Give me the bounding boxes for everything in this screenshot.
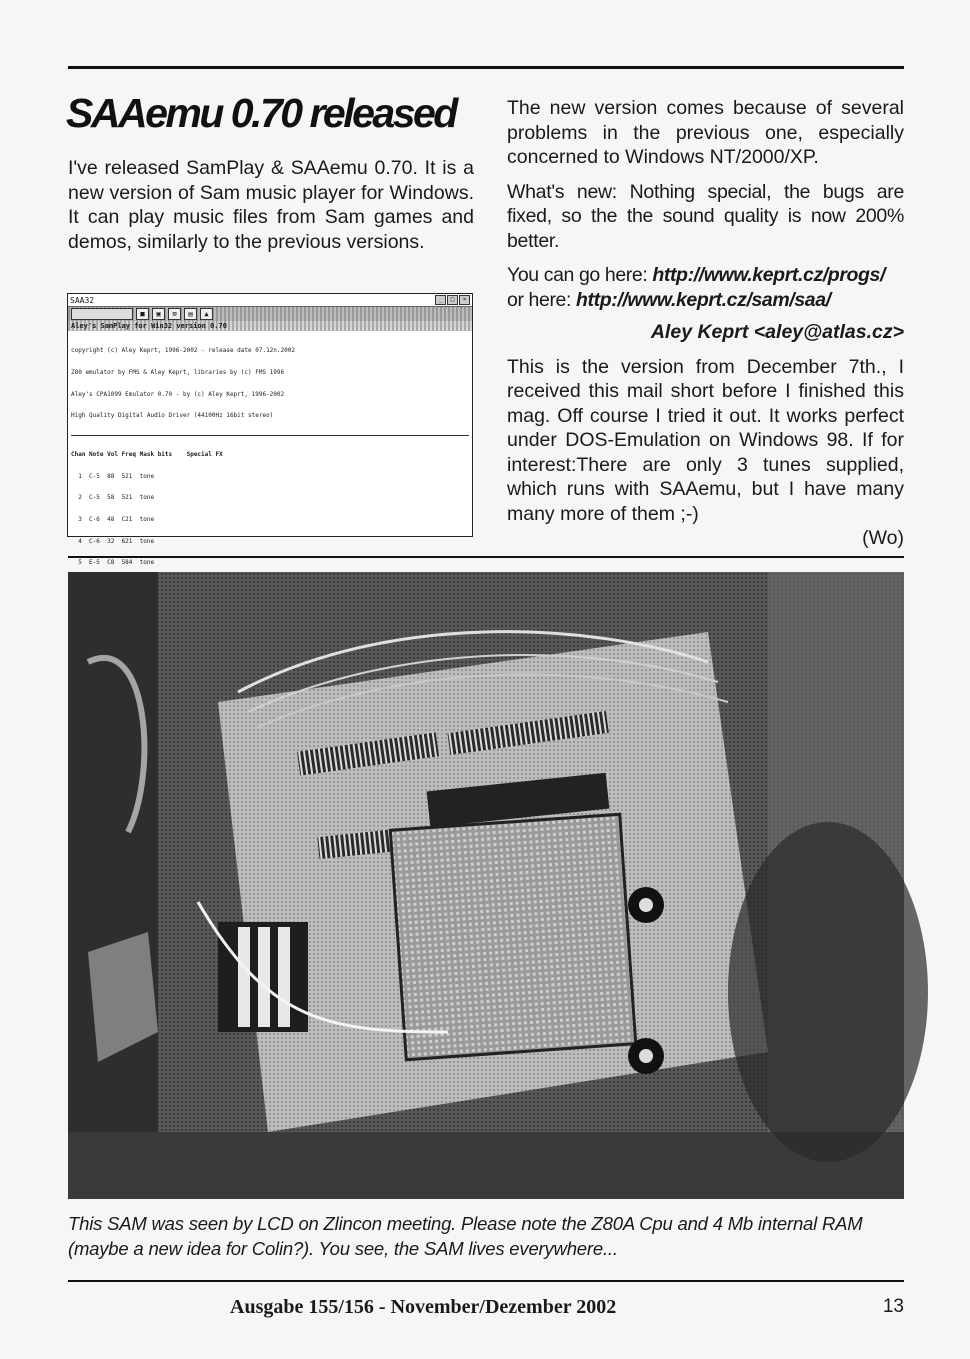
saa-link[interactable]: http://www.keprt.cz/sam/saa/ [576, 288, 831, 311]
signoff-line [507, 526, 904, 551]
toolbar-menu [71, 308, 133, 320]
window-toolbar [68, 307, 472, 321]
channel-row: 3 C-6 48 C21 tone [71, 516, 155, 524]
issue-label: Ausgabe 155/156 - November/Dezember 2002 [230, 1296, 617, 1318]
player-header: Aley's SamPlay for Win32 version 0.70 [68, 321, 472, 331]
close-icon: × [459, 295, 470, 305]
photo-caption: This SAM was seen by LCD on Zlincon meeting. Please note the Z80A Cpu and 4 Mb internal RAM (maybe a new idea for Colin?). You see, the SAM lives everywhere... [68, 1213, 863, 1259]
toolbar-button-icon: ⊠ [168, 308, 181, 320]
info-line: Z80 emulator by FMS & Aley Keprt, libraries by (c) FMS 1996 [71, 369, 285, 377]
article-title: SAAemu 0.70 released [66, 90, 456, 136]
channel-row: 4 C-6 32 621 tone [71, 537, 155, 545]
divider [71, 435, 469, 436]
author-byline: Aley Keprt <aley@atlas.cz> [650, 321, 904, 343]
intro-paragraph: I've released SamPlay & SAAemu 0.70. It is a new version of Sam music player for Windows. It can play music files from Sam games and demos, similarly to the previous versions. [68, 157, 474, 253]
progs-link[interactable]: http://www.keprt.cz/progs/ [652, 264, 885, 286]
toolbar-button-icon: ▣ [152, 308, 165, 320]
page-number: 13 [882, 1296, 904, 1317]
channel-row: 1 C-5 88 521 tone [71, 472, 155, 480]
signoff: (Wo) [862, 527, 904, 549]
right-paragraph-1: The new version comes because of several problems in the previous one, especially concerned to Windows NT/2000/XP. [507, 97, 904, 168]
sam-hardware-photo [68, 572, 904, 1199]
toolbar-button-icon: ▲ [200, 308, 213, 320]
info-line: High Quality Digital Audio Driver (44100Hz 16bit stereo) [71, 412, 274, 420]
channel-header: Chan Note Vol Freq Mask bits Special FX [71, 451, 223, 459]
bottom-rule [68, 1280, 904, 1282]
window-titlebar [68, 294, 472, 307]
saa32-window-screenshot [67, 293, 473, 567]
right-paragraph-4: This is the version from December 7th., I received this mail short before I finished this mag. Off course I tried it out. It works perfect under DOS-Emulation on Windows 98. If for interest:There are only 3 tunes supplied, which runs with SAAemu, but I have many many more of them ;-) [507, 355, 904, 525]
links-middle: or here: [507, 288, 577, 311]
middle-rule [68, 556, 904, 558]
toolbar-button-icon: ▤ [184, 308, 197, 320]
page-footer [68, 1296, 904, 1326]
window-controls [435, 295, 470, 305]
minimize-icon: _ [435, 295, 446, 305]
window-title: SAA32 [70, 295, 95, 305]
left-column [68, 156, 474, 254]
links-prefix: You can go here: [507, 264, 653, 286]
right-paragraph-2: What's new: Nothing special, the bugs are fixed, so the the sound quality is now 200% better. [507, 180, 904, 252]
channel-row: 5 E-5 C8 584 tone [71, 559, 155, 567]
info-line: copyright (c) Aley Keprt, 1996-2002 - release date 07.12n.2002 [71, 347, 295, 355]
top-rule [68, 66, 904, 69]
channel-row: 2 C-5 58 521 tone [71, 494, 155, 502]
right-column [507, 96, 904, 551]
maximize-icon: □ [447, 295, 458, 305]
links-paragraph [507, 263, 904, 312]
toolbar-button-icon: ■ [136, 308, 149, 320]
sam-board-photo-image [68, 572, 904, 1199]
info-line: Aley's CPA1099 Emulator 0.70 - by (c) Aley Keprt, 1996-2002 [71, 390, 285, 398]
